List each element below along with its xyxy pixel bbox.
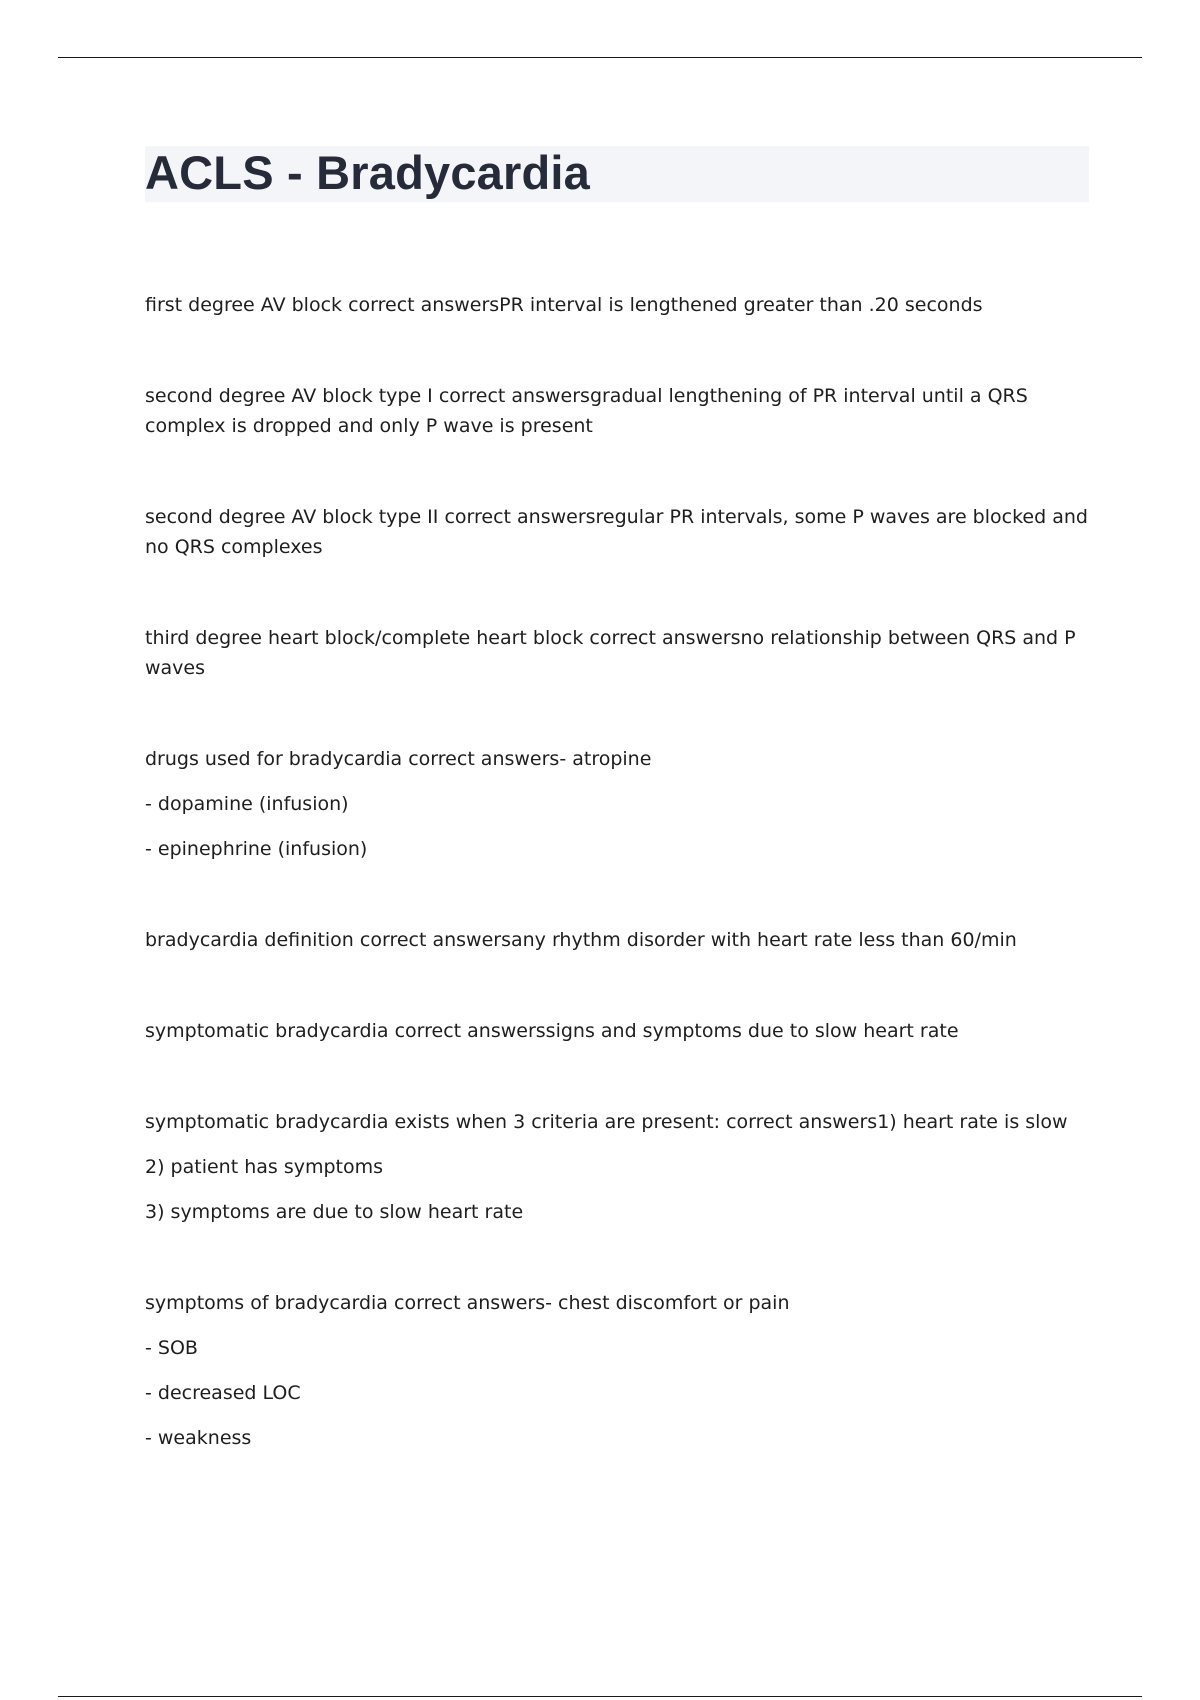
qa-answer-marker: correct answers xyxy=(726,1111,878,1133)
qa-continuation-line: - dopamine (infusion) xyxy=(145,793,349,815)
qa-continuation-line: 3) symptoms are due to slow heart rate xyxy=(145,1201,524,1223)
qa-answer: gradual lengthening of PR interval until a QRS complex is dropped and only P wave is present xyxy=(145,385,1028,437)
qa-answer-marker: correct answers xyxy=(394,1292,546,1314)
qa-answer-marker: correct answers xyxy=(359,929,511,951)
qa-first-line xyxy=(145,290,1095,320)
qa-first-line xyxy=(145,744,1095,774)
qa-continuation-line: 2) patient has symptoms xyxy=(145,1156,384,1178)
qa-entry xyxy=(145,1016,1095,1046)
qa-answer: 1) heart rate is slow xyxy=(877,1111,1068,1133)
qa-question: second degree AV block type II xyxy=(145,506,439,528)
qa-question: symptomatic bradycardia xyxy=(145,1020,389,1042)
qa-answer-marker: correct answers xyxy=(394,1020,546,1042)
qa-entry xyxy=(145,502,1095,562)
qa-first-line xyxy=(145,925,1095,955)
top-rule xyxy=(58,57,1142,58)
qa-answer: regular PR intervals, some P waves are blocked and no QRS complexes xyxy=(145,506,1088,558)
qa-answer: - atropine xyxy=(559,748,652,770)
qa-answer: - chest discomfort or pain xyxy=(545,1292,790,1314)
qa-entry xyxy=(145,1107,1095,1227)
qa-question: first degree AV block xyxy=(145,294,343,316)
qa-first-line xyxy=(145,1288,1095,1318)
qa-question: second degree AV block type I xyxy=(145,385,433,407)
qa-continuation-line: - decreased LOC xyxy=(145,1382,301,1404)
qa-first-line xyxy=(145,1016,1095,1046)
qa-question: symptoms of bradycardia xyxy=(145,1292,388,1314)
bottom-rule xyxy=(58,1696,1142,1697)
qa-question: symptomatic bradycardia exists when 3 criteria are present: xyxy=(145,1111,721,1133)
qa-entry xyxy=(145,290,1095,320)
qa-continuation-line: - SOB xyxy=(145,1337,198,1359)
qa-answer-marker: correct answers xyxy=(444,506,596,528)
qa-entry xyxy=(145,381,1095,441)
qa-entry xyxy=(145,1288,1095,1453)
qa-continuation-line: - epinephrine (infusion) xyxy=(145,838,368,860)
qa-answer-marker: correct answers xyxy=(438,385,590,407)
qa-answer-marker: correct answers xyxy=(408,748,560,770)
qa-answer: no relationship between QRS and P waves xyxy=(145,627,1076,679)
qa-first-line xyxy=(145,502,1095,562)
qa-answer-marker: correct answers xyxy=(589,627,741,649)
qa-question: bradycardia definition xyxy=(145,929,354,951)
page-title: ACLS - Bradycardia xyxy=(145,146,591,199)
qa-continuation-line: - weakness xyxy=(145,1427,252,1449)
qa-list xyxy=(145,290,1095,1514)
qa-answer: PR interval is lengthened greater than .20 seconds xyxy=(499,294,983,316)
qa-question: drugs used for bradycardia xyxy=(145,748,403,770)
qa-answer: signs and symptoms due to slow heart rate xyxy=(545,1020,959,1042)
qa-question: third degree heart block/complete heart block xyxy=(145,627,584,649)
qa-entry xyxy=(145,623,1095,683)
qa-entry xyxy=(145,744,1095,864)
qa-first-line xyxy=(145,1107,1095,1137)
qa-answer: any rhythm disorder with heart rate less than 60/min xyxy=(510,929,1017,951)
qa-entry xyxy=(145,925,1095,955)
qa-first-line xyxy=(145,623,1095,683)
qa-first-line xyxy=(145,381,1095,441)
qa-answer-marker: correct answers xyxy=(348,294,500,316)
